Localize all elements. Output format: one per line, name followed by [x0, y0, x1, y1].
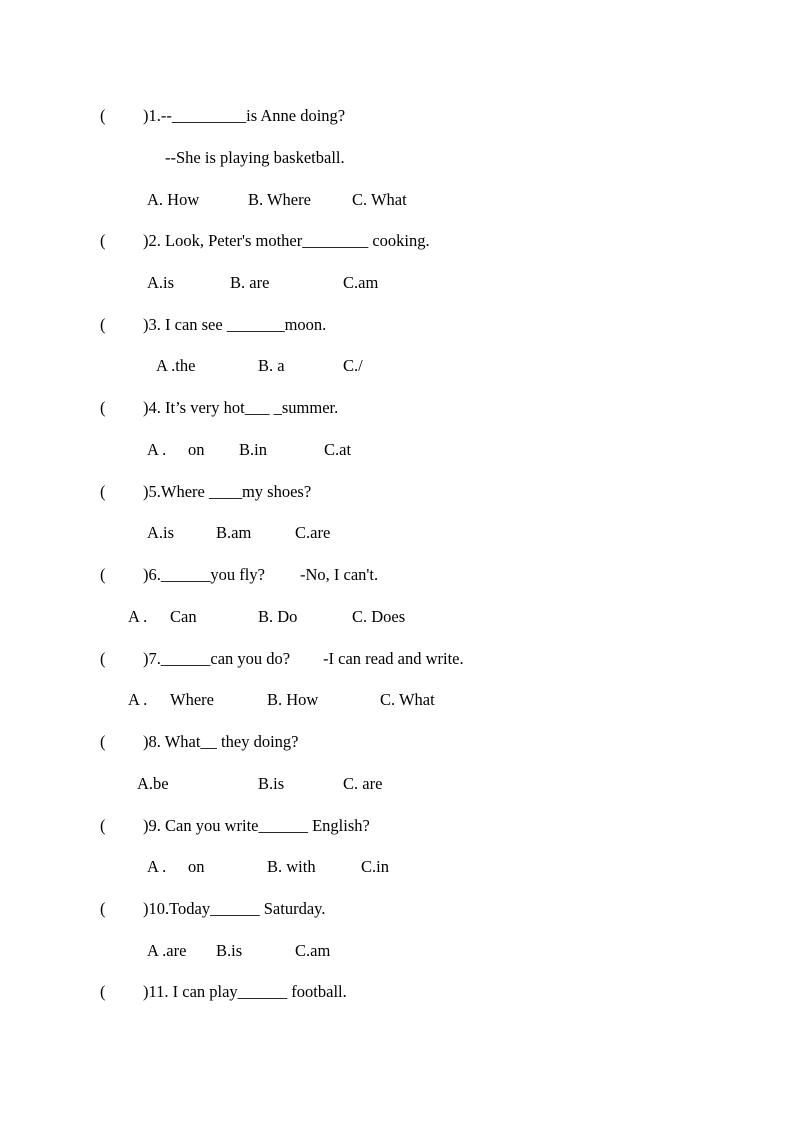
question-stem: )2. Look, Peter's mother________ cooking. — [143, 231, 430, 250]
option-b: B. Where — [248, 190, 311, 209]
question-stem: )11. I can play______ football. — [143, 982, 347, 1001]
option-b: B. are — [230, 273, 270, 292]
question-stem: )5.Where ____my shoes? — [143, 482, 312, 501]
option-a: A . — [128, 607, 148, 626]
option-b: B.is — [258, 774, 285, 793]
question-stem: )3. I can see _______moon. — [143, 315, 327, 334]
option-a: A.be — [137, 774, 169, 793]
answer-paren: ( — [100, 398, 106, 417]
question-stem: )10.Today______ Saturday. — [143, 899, 326, 918]
option-c: C. What — [352, 190, 407, 209]
option-a-text: Can — [170, 607, 197, 626]
question-stem: )7.______can you do? — [143, 649, 291, 668]
answer-paren: ( — [100, 982, 106, 1001]
option-c: C.am — [295, 941, 331, 960]
option-c: C.at — [324, 440, 352, 459]
option-a: A .the — [156, 356, 196, 375]
option-a: A .are — [147, 941, 187, 960]
question-stem: )4. It’s very hot___ _summer. — [143, 398, 339, 417]
option-a: A . — [128, 690, 148, 709]
question-stem: )6.______you fly? — [143, 565, 265, 584]
question-answer: -No, I can't. — [300, 565, 379, 584]
option-c: C./ — [343, 356, 363, 375]
option-c: C.in — [361, 857, 389, 876]
option-a: A. How — [147, 190, 200, 209]
option-c: C. are — [343, 774, 383, 793]
question-answer: -I can read and write. — [323, 649, 464, 668]
answer-paren: ( — [100, 106, 106, 125]
option-a: A . — [147, 440, 167, 459]
option-a: A.is — [147, 523, 175, 542]
option-b: B. How — [267, 690, 319, 709]
answer-paren: ( — [100, 816, 106, 835]
answer-paren: ( — [100, 315, 106, 334]
answer-paren: ( — [100, 231, 106, 250]
option-b: B. a — [258, 356, 285, 375]
question-stem: )9. Can you write______ English? — [143, 816, 370, 835]
answer-paren: ( — [100, 565, 106, 584]
option-b: B.is — [216, 941, 243, 960]
option-c: C. Does — [352, 607, 406, 626]
option-c: C. What — [380, 690, 435, 709]
option-a-text: on — [188, 440, 205, 459]
answer-paren: ( — [100, 649, 106, 668]
question-response: --She is playing basketball. — [165, 148, 345, 167]
option-a-text: on — [188, 857, 205, 876]
question-stem: )1.--_________is Anne doing? — [143, 106, 346, 125]
answer-paren: ( — [100, 732, 106, 751]
question-stem: )8. What__ they doing? — [143, 732, 299, 751]
option-c: C.are — [295, 523, 331, 542]
option-a-text: Where — [170, 690, 214, 709]
option-a: A . — [147, 857, 167, 876]
option-a: A.is — [147, 273, 175, 292]
option-b: B. with — [267, 857, 316, 876]
option-c: C.am — [343, 273, 379, 292]
answer-paren: ( — [100, 482, 106, 501]
option-b: B.am — [216, 523, 252, 542]
answer-paren: ( — [100, 899, 106, 918]
option-b: B.in — [239, 440, 267, 459]
option-b: B. Do — [258, 607, 298, 626]
